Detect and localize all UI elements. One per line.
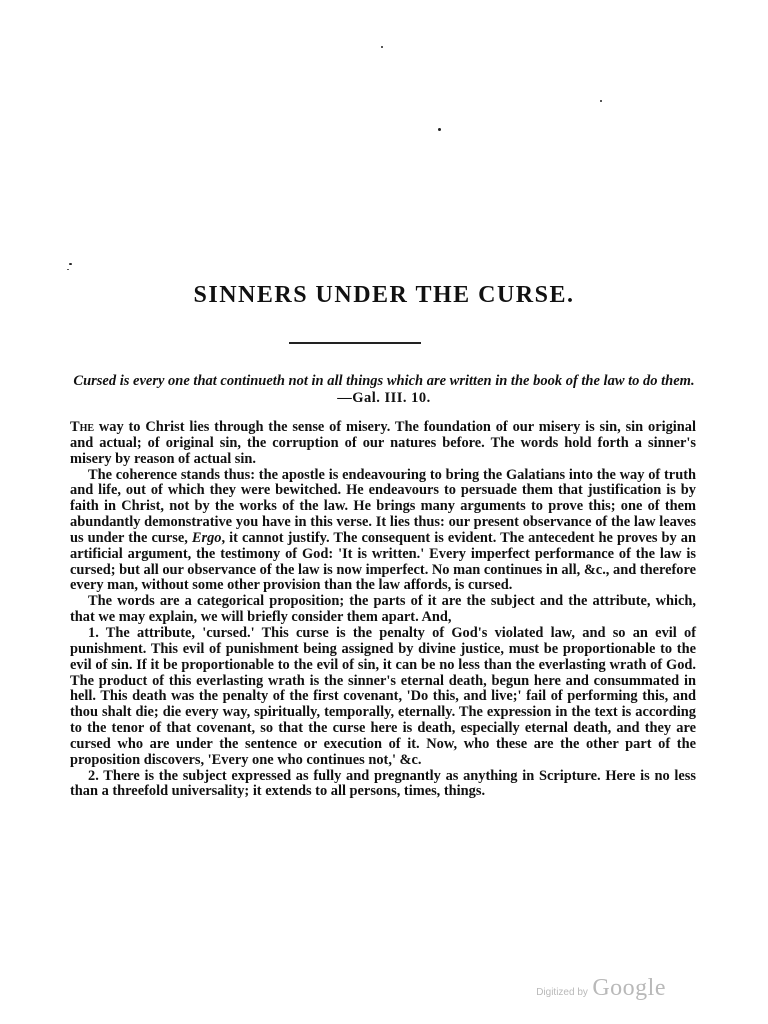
paragraph-text: way to Christ lies through the sense of misery. The foundation of our misery is sin, sin original and actual; of original sin, the corruption of our natures before. The words hold forth a sinner's misery by reason of actual sin. <box>70 419 696 467</box>
paragraph-text: The coherence stands thus: the apostle is endeavouring to bring the Galatians into the way of truth and life, out of which they were bewitched. He endeavours to persuade them that justification is by faith in Christ, not by the works of the law. He brings many arguments to prove this; one of them abundantly demonstrative you have in this verse. It lies thus: our present observance of the law leaves us under the curse, <box>70 466 696 546</box>
paragraph-lead-word: The <box>70 419 95 435</box>
paragraph <box>70 468 696 595</box>
print-speck <box>600 100 602 102</box>
watermark-prefix: Digitized by <box>536 987 588 998</box>
digitized-by-google-watermark <box>536 975 666 1002</box>
page-title: SINNERS UNDER THE CURSE. <box>193 282 575 308</box>
print-speck <box>67 269 69 270</box>
epigraph-reference: —Gal. III. 10. <box>337 390 431 406</box>
body-text <box>70 420 696 800</box>
paragraph: 1. The attribute, 'cursed.' This curse is the penalty of God's violated law, and so an evil of punishment. This evil of punishment being assigned by divine justice, must be proportionable to the evil of sin. If it be proportionable to the evil of sin, it can be no less than the everlasting wrath of God. The product of this everlasting wrath is the sinner's eternal death, begun here and consummated in hell. This death was the penalty of the first covenant, 'Do this, and live;' fail of performing this, and thou shalt die; die every way, spiritually, temporally, eternally. The expression in the text is according to the tenor of that covenant, so that the curse here is death, especially eternal death, and they are cursed who are under the sentence or execution of it. Now, who these are the other part of the proposition discovers, 'Every one who continues not,' &c. <box>70 624 696 768</box>
paragraph: The words are a categorical proposition; the parts of it are the subject and the attribute, which, that we may explain, we will briefly consider them apart. And, <box>70 593 696 626</box>
paragraph-text: , it cannot justify. The consequent is evident. The antecedent he proves by an artificial argument, the testimony of God: 'It is written.' Every imperfect performance of the law is cursed; but all our observance of the law is now imperfect. No man continues in all, &c., and therefore every man, without some other provision than the law affords, is cursed. <box>70 529 696 594</box>
title-rule <box>289 342 421 344</box>
paragraph: 2. There is the subject expressed as fully and pregnantly as anything in Scripture. Here is no less than a threefold universality; it extends to all persons, times, things. <box>70 767 696 800</box>
print-speck <box>69 263 72 265</box>
epigraph <box>72 373 696 407</box>
emphasis-ergo: Ergo <box>191 529 222 546</box>
print-speck <box>438 128 441 131</box>
print-speck <box>381 46 383 48</box>
paragraph <box>70 420 696 468</box>
epigraph-text: Cursed is every one that continueth not in all things which are written in the book of the law to do them. <box>73 373 695 389</box>
google-logo: Google <box>592 975 666 1001</box>
